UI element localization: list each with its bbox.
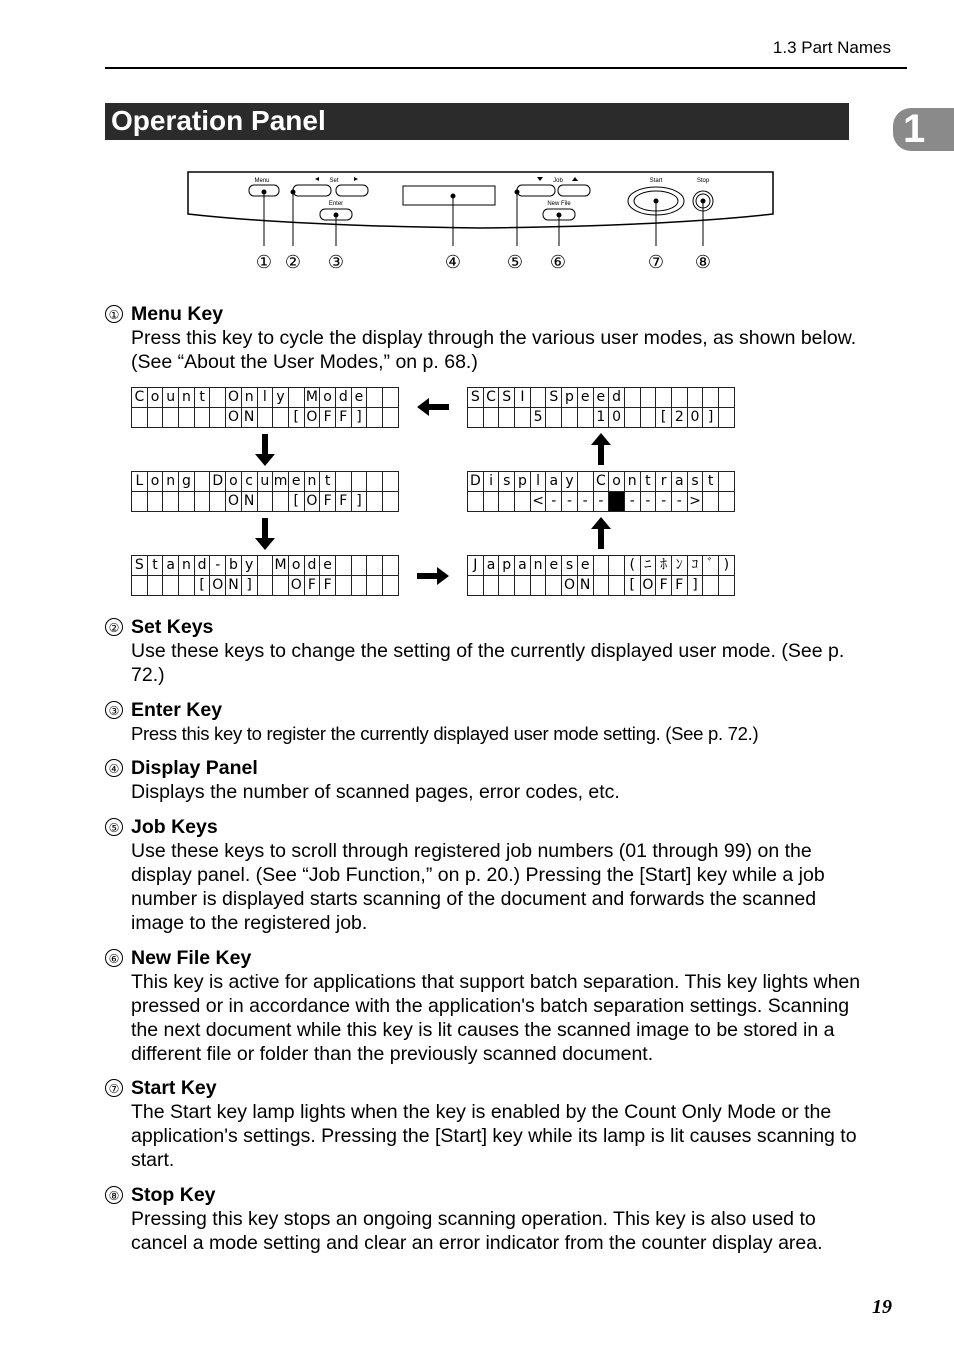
section-title: New File Key	[131, 947, 252, 969]
lcd-cell: s	[562, 556, 578, 576]
lcd-cell: o	[288, 556, 304, 576]
display-panel-window	[403, 186, 495, 205]
lcd-cell: a	[515, 556, 531, 576]
section-text: Use these keys to change the setting of the currently displayed user mode. (See p. 72.)	[131, 640, 845, 686]
lcd-cell: u	[257, 472, 273, 492]
lcd-cell: u	[163, 388, 179, 408]
callout-1: ①	[255, 252, 273, 273]
lcd-row2	[132, 408, 399, 428]
lcd-display-contrast	[467, 471, 735, 512]
lcd-row2	[132, 492, 399, 512]
lcd-cell	[562, 408, 578, 428]
chapter-number: 1	[903, 107, 926, 151]
section-new-file-key	[105, 946, 865, 1066]
lcd-cell: t	[320, 472, 336, 492]
lcd-cell	[546, 408, 562, 428]
lcd-cell	[468, 408, 484, 428]
section-menu-key	[105, 302, 865, 374]
lcd-cell: e	[288, 472, 304, 492]
lcd-cell	[257, 556, 273, 576]
lcd-cell: b	[226, 556, 242, 576]
lcd-cell: t	[640, 472, 656, 492]
lcd-cell: N	[577, 576, 593, 596]
lcd-cell: S	[499, 388, 515, 408]
section-number: ⑤	[105, 818, 123, 836]
lcd-cell: m	[273, 472, 289, 492]
lcd-cell: ｺ	[687, 556, 703, 576]
lcd-cell	[132, 492, 148, 512]
lcd-cell: F	[320, 576, 336, 596]
lcd-cell: -	[210, 556, 226, 576]
lcd-cell	[288, 388, 304, 408]
lcd-cell: ﾆ	[640, 556, 656, 576]
lcd-row1	[132, 388, 399, 408]
lcd-cell	[609, 556, 625, 576]
arrow-right-icon	[417, 565, 451, 587]
lcd-cell	[383, 408, 399, 428]
lcd-cell: a	[671, 472, 687, 492]
section-text: The Start key lamp lights when the key is enabled by the Count Only Mode or the application's settings. Pressing the [Start] key while its lamp is lit causes scanning to start.	[131, 1101, 857, 1171]
lcd-cell: e	[351, 388, 367, 408]
section-start-key	[105, 1076, 865, 1172]
callout-7: ⑦	[647, 252, 665, 273]
arrow-left-icon	[417, 396, 451, 418]
arrow-down-icon	[254, 518, 276, 552]
lcd-cell: ]	[687, 576, 703, 596]
callout-6: ⑥	[549, 252, 567, 273]
lcd-cell: -	[671, 492, 687, 512]
lcd-cell: ﾞ	[703, 556, 719, 576]
lcd-cell	[656, 388, 672, 408]
lcd-cell	[179, 492, 195, 512]
lcd-cell: p	[499, 556, 515, 576]
lcd-cell: a	[483, 556, 499, 576]
lcd-cell	[515, 576, 531, 596]
lcd-cell	[468, 576, 484, 596]
lcd-cell: ]	[351, 492, 367, 512]
lcd-cell: d	[194, 556, 210, 576]
lcd-cell	[687, 388, 703, 408]
section-set-keys	[105, 615, 865, 687]
lcd-cell: 0	[687, 408, 703, 428]
lcd-cell: o	[147, 388, 163, 408]
lcd-cell: n	[530, 556, 546, 576]
callout-4: ④	[444, 252, 462, 273]
lcd-cell	[367, 492, 383, 512]
job-down-key	[517, 185, 555, 196]
arrow-down-icon	[254, 434, 276, 468]
set-right-key	[336, 185, 368, 196]
callout-2: ②	[284, 252, 302, 273]
lcd-cell: I	[515, 388, 531, 408]
lcd-cell: -	[624, 492, 640, 512]
lcd-cell: y	[241, 556, 257, 576]
lcd-cell	[468, 492, 484, 512]
section-title: Start Key	[131, 1077, 217, 1099]
section-text: Pressing this key stops an ongoing scanning operation. This key is also used to cancel a mode setting and clear an error indicator from the counter display area.	[131, 1208, 823, 1254]
lcd-cell: O	[640, 576, 656, 596]
lcd-row2	[468, 408, 735, 428]
lcd-cell	[530, 576, 546, 596]
lcd-cell: N	[226, 576, 242, 596]
lcd-long-document	[131, 471, 399, 512]
menu-key-label: Menu	[254, 178, 270, 184]
lcd-cell	[383, 576, 399, 596]
lcd-cell	[719, 388, 735, 408]
lcd-cell: O	[562, 576, 578, 596]
lcd-cell	[194, 408, 210, 428]
lcd-cell: 1	[593, 408, 609, 428]
lcd-stand-by-mode	[131, 555, 399, 596]
lcd-cell	[703, 388, 719, 408]
lcd-cell: ]	[703, 408, 719, 428]
lcd-cell: O	[304, 492, 320, 512]
lcd-cell: F	[335, 492, 351, 512]
lcd-cell: -	[562, 492, 578, 512]
lcd-cell	[163, 492, 179, 512]
lcd-cell	[335, 472, 351, 492]
lcd-cell	[703, 576, 719, 596]
lcd-cell	[499, 576, 515, 596]
lcd-cell: a	[546, 472, 562, 492]
enter-key-label: Enter	[328, 201, 344, 207]
lcd-cell: L	[132, 472, 148, 492]
lcd-cell: r	[656, 472, 672, 492]
section-title: Enter Key	[131, 699, 223, 721]
lcd-cell	[624, 388, 640, 408]
section-stop-key	[105, 1183, 865, 1255]
section-number: ③	[105, 701, 123, 719]
lcd-cell	[499, 408, 515, 428]
lcd-cell: p	[515, 472, 531, 492]
lcd-cell	[530, 388, 546, 408]
lcd-cell	[719, 408, 735, 428]
lcd-cell: s	[499, 472, 515, 492]
lcd-cell	[483, 492, 499, 512]
lcd-cell: y	[273, 388, 289, 408]
lcd-cell: M	[304, 388, 320, 408]
lcd-row2	[132, 576, 399, 596]
lcd-cell: O	[226, 388, 242, 408]
section-number: ⑥	[105, 949, 123, 967]
lcd-cell: [	[656, 408, 672, 428]
lcd-cell: e	[577, 388, 593, 408]
lcd-cell	[609, 576, 625, 596]
lcd-cell	[351, 576, 367, 596]
lcd-cell: e	[546, 556, 562, 576]
section-text: Press this key to cycle the display through the various user modes, as shown below. (See “About the User Modes,” on p. 68.)	[131, 327, 857, 373]
lcd-scsi-speed	[467, 387, 735, 428]
section-number: ⑧	[105, 1186, 123, 1204]
lcd-cell: -	[546, 492, 562, 512]
section-text: Use these keys to scroll through registered job numbers (01 through 99) on the display panel. (See “Job Function,” on p. 20.) Pressing the [Start] key while a job number is displayed starts scanning of the document and forwards the scanned image to the registered job.	[131, 840, 825, 934]
lcd-cell	[194, 492, 210, 512]
lcd-cell: O	[288, 576, 304, 596]
lcd-cell	[383, 492, 399, 512]
lcd-cell	[577, 472, 593, 492]
lcd-cell: [	[288, 492, 304, 512]
lcd-cell: l	[530, 472, 546, 492]
section-title: Display Panel	[131, 757, 258, 779]
lcd-cell	[194, 472, 210, 492]
lcd-cell: (	[624, 556, 640, 576]
lcd-cell: d	[335, 388, 351, 408]
section-title: Job Keys	[131, 816, 218, 838]
lcd-cell: F	[335, 408, 351, 428]
lcd-cell: d	[609, 388, 625, 408]
lcd-cell: t	[147, 556, 163, 576]
lcd-cell: ﾝ	[671, 556, 687, 576]
lcd-cell: O	[226, 492, 242, 512]
lcd-cell	[257, 408, 273, 428]
lcd-cell	[593, 556, 609, 576]
lcd-cell	[163, 576, 179, 596]
lcd-cell	[147, 492, 163, 512]
set-keys-label: Set	[329, 178, 339, 184]
lcd-cell	[179, 408, 195, 428]
callout-5: ⑤	[506, 252, 524, 273]
lcd-cell: p	[562, 388, 578, 408]
lcd-cell: i	[483, 472, 499, 492]
lcd-cell	[624, 408, 640, 428]
arrow-up-icon	[590, 433, 612, 467]
lcd-cell: -	[656, 492, 672, 512]
section-number: ⑦	[105, 1079, 123, 1097]
lcd-cell: F	[320, 408, 336, 428]
lcd-row2	[468, 492, 735, 512]
lcd-cell: o	[609, 472, 625, 492]
lcd-row1	[468, 556, 735, 576]
lcd-cell: J	[468, 556, 484, 576]
section-text: This key is active for applications that support batch separation. This key lights when pressed or in accordance with the application's batch separation settings. Scanning the next document while this key is lit causes the scanned image to be stored in a different file or folder than the previously scanned document.	[131, 971, 861, 1065]
lcd-cell	[383, 472, 399, 492]
lcd-cell	[383, 388, 399, 408]
lcd-cell	[132, 408, 148, 428]
lcd-cell	[257, 492, 273, 512]
lcd-cell	[367, 576, 383, 596]
lcd-cell: s	[687, 472, 703, 492]
lcd-cell: y	[562, 472, 578, 492]
lcd-cell	[593, 576, 609, 596]
job-up-key	[558, 185, 590, 196]
lcd-japanese	[467, 555, 735, 596]
lcd-cell: O	[304, 408, 320, 428]
lcd-cell: n	[241, 388, 257, 408]
running-header: 1.3 Part Names	[772, 38, 891, 57]
job-keys-label: Job	[553, 178, 563, 184]
lcd-cell: ]	[351, 408, 367, 428]
callout-3: ③	[327, 252, 345, 273]
lcd-cell: n	[624, 472, 640, 492]
section-title: Stop Key	[131, 1184, 216, 1206]
lcd-cell: [	[288, 408, 304, 428]
lcd-cell	[483, 408, 499, 428]
lcd-cell	[163, 408, 179, 428]
lcd-row1	[132, 472, 399, 492]
section-enter-key	[105, 698, 865, 746]
lcd-cell: >	[687, 492, 703, 512]
lcd-cell	[335, 576, 351, 596]
lcd-cell	[367, 472, 383, 492]
lcd-cell	[640, 408, 656, 428]
lcd-cell	[640, 388, 656, 408]
section-job-keys	[105, 815, 865, 935]
lcd-row1	[468, 388, 735, 408]
lcd-cell	[671, 388, 687, 408]
lcd-cell: n	[163, 472, 179, 492]
stop-key-label: Stop	[696, 178, 710, 184]
lcd-cell	[719, 576, 735, 596]
page-number: 19	[872, 1296, 892, 1318]
lcd-cell: N	[241, 492, 257, 512]
lcd-cell: -	[577, 492, 593, 512]
lcd-cell	[147, 576, 163, 596]
lcd-row2	[468, 576, 735, 596]
lcd-cell: N	[241, 408, 257, 428]
lcd-cell	[546, 576, 562, 596]
lcd-cell	[577, 408, 593, 428]
lcd-cell: F	[304, 576, 320, 596]
lcd-cell	[257, 576, 273, 596]
lcd-cell	[367, 556, 383, 576]
operation-panel-illustration	[185, 168, 780, 278]
lcd-cell: F	[320, 492, 336, 512]
lcd-cell	[273, 576, 289, 596]
lcd-cell: g	[179, 472, 195, 492]
section-number: ①	[105, 305, 123, 323]
lcd-row1	[132, 556, 399, 576]
lcd-cell: D	[468, 472, 484, 492]
lcd-cell: e	[320, 556, 336, 576]
lcd-cell: c	[241, 472, 257, 492]
lcd-cell	[719, 472, 735, 492]
lcd-cell: ﾎ	[656, 556, 672, 576]
lcd-cell: o	[226, 472, 242, 492]
lcd-cell: n	[179, 556, 195, 576]
lcd-cell	[351, 472, 367, 492]
lcd-cell	[483, 576, 499, 596]
lcd-cell: F	[656, 576, 672, 596]
lcd-cell	[210, 408, 226, 428]
lcd-cell: t	[194, 388, 210, 408]
section-number: ②	[105, 618, 123, 636]
lcd-cell	[515, 408, 531, 428]
lcd-cell: n	[304, 472, 320, 492]
callout-8: ⑧	[694, 252, 712, 273]
lcd-cell: O	[226, 408, 242, 428]
lcd-cell	[367, 408, 383, 428]
lcd-cell: D	[210, 472, 226, 492]
lcd-cell: C	[483, 388, 499, 408]
lcd-cell: 0	[609, 408, 625, 428]
lcd-cell: a	[163, 556, 179, 576]
lcd-cell: 2	[671, 408, 687, 428]
lcd-cell: ]	[241, 576, 257, 596]
lcd-cell	[273, 408, 289, 428]
lcd-cell	[179, 576, 195, 596]
lcd-cell: [	[624, 576, 640, 596]
lcd-cell	[367, 388, 383, 408]
lcd-cell: -	[593, 492, 609, 512]
lcd-cell: o	[147, 472, 163, 492]
lcd-cell	[147, 408, 163, 428]
lcd-cell: t	[703, 472, 719, 492]
lcd-cell	[351, 556, 367, 576]
lcd-cell: F	[671, 576, 687, 596]
new-file-key-label: New File	[547, 201, 571, 207]
section-display-panel	[105, 756, 865, 804]
lcd-cell: S	[468, 388, 484, 408]
start-key-label: Start	[649, 178, 663, 184]
lcd-cell: -	[640, 492, 656, 512]
lcd-cell: o	[320, 388, 336, 408]
set-left-key	[293, 185, 331, 196]
lcd-cell: d	[304, 556, 320, 576]
lcd-cell	[719, 492, 735, 512]
lcd-cell: S	[132, 556, 148, 576]
lcd-cell: )	[719, 556, 735, 576]
section-title: Menu Key	[131, 303, 224, 325]
lcd-row1	[468, 472, 735, 492]
lcd-cell	[383, 556, 399, 576]
lcd-cell	[703, 492, 719, 512]
lcd-cell: [	[194, 576, 210, 596]
header-rule	[105, 67, 907, 69]
lcd-cell	[210, 388, 226, 408]
lcd-cell: n	[179, 388, 195, 408]
lcd-cell: S	[546, 388, 562, 408]
section-title: Set Keys	[131, 616, 214, 638]
lcd-cell: e	[577, 556, 593, 576]
lcd-cell	[132, 576, 148, 596]
lcd-cell	[273, 492, 289, 512]
lcd-count-only-mode	[131, 387, 399, 428]
lcd-cell: C	[593, 472, 609, 492]
section-text: Displays the number of scanned pages, error codes, etc.	[131, 781, 620, 803]
lcd-cell	[515, 492, 531, 512]
lcd-cell: C	[132, 388, 148, 408]
page-title: Operation Panel	[111, 105, 326, 136]
lcd-cell: e	[593, 388, 609, 408]
section-text: Press this key to register the currently displayed user mode setting. (See p. 72.)	[131, 723, 759, 744]
arrow-up-icon	[590, 517, 612, 551]
lcd-cell	[609, 492, 625, 512]
lcd-cell: O	[210, 576, 226, 596]
lcd-cell: M	[273, 556, 289, 576]
lcd-cell: 5	[530, 408, 546, 428]
section-number: ④	[105, 759, 123, 777]
lcd-cell	[499, 492, 515, 512]
lcd-cell: <	[530, 492, 546, 512]
lcd-cell	[335, 556, 351, 576]
lcd-cell: l	[257, 388, 273, 408]
lcd-cell	[210, 492, 226, 512]
